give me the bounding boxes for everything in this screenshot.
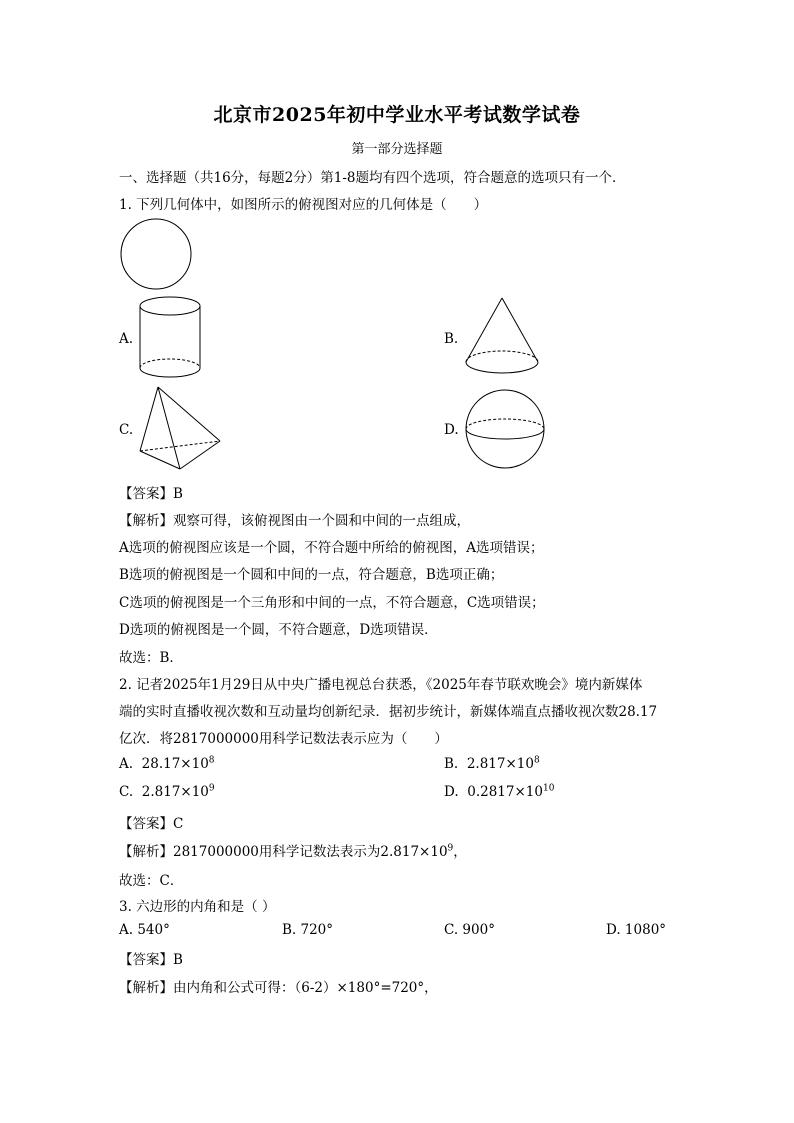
option-exponent: 8 [208,755,215,766]
question-2-option-a [119,756,215,772]
option-label: D. [444,784,459,800]
question-1-analysis-line: A选项的俯视图应该是一个圆，不符合题中所给的俯视图，A选项错误； [119,540,544,556]
question-3-option-d: D. 1080° [606,922,667,938]
question-3-option-a: A. 540° [119,922,170,938]
part-title: 第一部分选择题 [351,142,443,157]
option-b-label: B. [444,331,459,347]
question-3-option-c: C. 900° [444,922,495,938]
option-a-label: A. [119,331,134,347]
option-base: 2.817×10 [141,784,209,800]
question-1-analysis-line: C选项的俯视图是一个三角形和中间的一点，不符合题意，C选项错误； [119,595,545,611]
question-3-stem: 3. 六边形的内角和是（ ） [119,899,276,915]
option-base: 28.17×10 [141,756,209,772]
option-base: 0.2817×10 [467,784,543,800]
analysis-base: 2.817×10 [380,844,448,860]
question-1-answer: 【答案】B [119,486,183,502]
page-title: 北京市2025年初中学业水平考试数学试卷 [213,104,581,126]
analysis-text: 【解析】2817000000用科学记数法表示为 [119,844,381,860]
analysis-exponent: 9 [447,843,454,854]
option-label: B. [444,756,459,772]
section-header: 一、选择题（共16分，每题2分）第1-8题均有四个选项，符合题意的选项只有一个． [119,170,626,186]
option-label: A. [119,756,134,772]
question-2-conclusion: 故选：C． [119,873,184,889]
top-view-circle-figure [119,218,193,290]
question-3-analysis: 【解析】由内角和公式可得：（6-2）×180°=720°， [119,980,438,996]
cone-figure [464,296,540,380]
question-2-option-c [119,784,215,800]
option-exponent: 8 [533,755,540,766]
option-base: 2.817×10 [466,756,534,772]
question-2-option-b [444,756,540,772]
question-3-option-b: B. 720° [282,922,334,938]
option-d-label: D. [444,422,459,438]
question-1-analysis-line: B选项的俯视图是一个圆和中间的一点，符合题意，B选项正确； [119,567,504,583]
question-3-answer: 【答案】B [119,952,183,968]
analysis-tail: ， [453,844,467,860]
sphere-figure [464,389,546,469]
question-1-stem: 1. 下列几何体中，如图所示的俯视图对应的几何体是（ ） [119,197,488,213]
option-label: C. [119,784,134,800]
question-2-stem-line: 端的实时直播收视次数和互动量均创新纪录．据初步统计，新媒体端直点播收视次数28.17 [119,704,658,720]
question-2-option-d [444,784,554,800]
option-c-label: C. [119,422,134,438]
question-1-analysis-line: 【解析】观察可得，该俯视图由一个圆和中间的一点组成， [119,513,470,529]
question-2-analysis [119,840,467,860]
question-1-conclusion: 故选：B． [119,650,183,666]
cylinder-figure [139,296,203,380]
question-1-analysis-line: D选项的俯视图是一个圆，不符合题意，D选项错误． [119,622,438,638]
option-exponent: 9 [208,783,215,794]
question-2-stem-line: 亿次．将2817000000用科学记数法表示应为（ ） [119,731,448,747]
triangular-pyramid-figure [138,385,222,471]
option-exponent: 10 [542,783,555,794]
question-2-stem-line: 2. 记者2025年1月29日从中央广播电视总台获悉，《2025年春节联欢晚会》境内新媒体 [119,677,643,693]
question-2-answer: 【答案】C [119,816,184,832]
